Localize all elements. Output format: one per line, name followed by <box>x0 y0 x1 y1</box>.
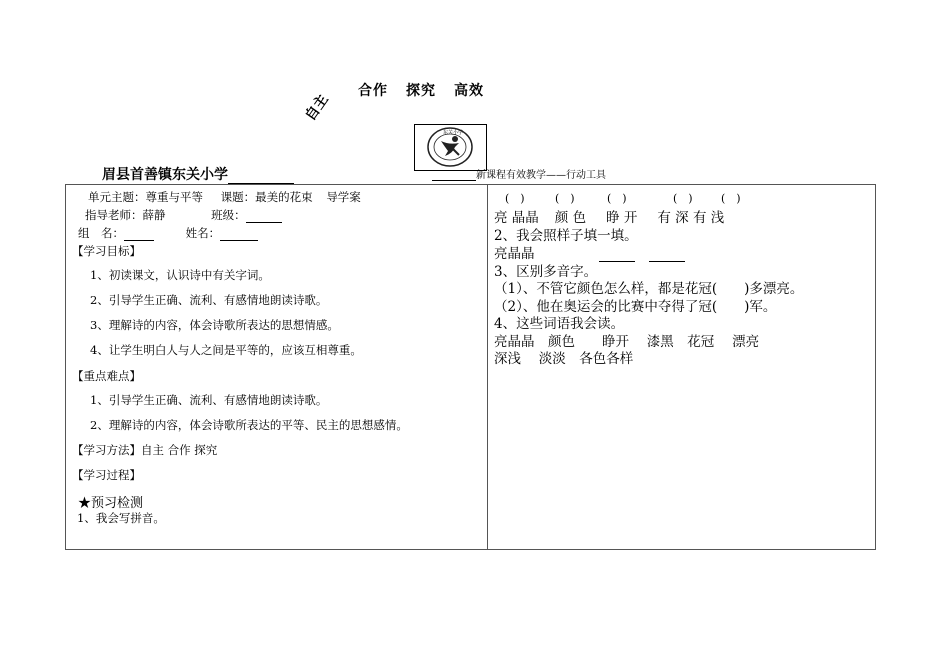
words-row-1 <box>494 206 724 226</box>
pinyin-blank[interactable]: ( ) <box>505 192 525 205</box>
word: 颜 色 <box>554 210 587 226</box>
key-item: 2、理解诗的内容，体会诗歌所表达的平等、民主的思想感情。 <box>90 418 408 432</box>
example-word: 亮晶晶 <box>494 246 535 262</box>
subtitle-underline <box>432 170 476 181</box>
class-label: 班级： <box>211 208 246 222</box>
question-3: 3、区别多音字。 <box>494 264 598 280</box>
fill-blank-2[interactable] <box>649 250 685 262</box>
process-title: 【学习过程】 <box>72 468 141 482</box>
rotated-label: 自主 <box>302 91 332 124</box>
pinyin-question: 1、我会写拼音。 <box>77 511 165 525</box>
subtitle <box>432 166 606 181</box>
class-blank[interactable] <box>246 211 282 223</box>
teacher-line <box>85 207 282 223</box>
example-line <box>494 242 685 262</box>
word: 有 深 有 浅 <box>657 210 725 226</box>
name-blank[interactable] <box>220 229 258 241</box>
group-blank[interactable] <box>124 229 154 241</box>
method-line: 【学习方法】自主 合作 探究 <box>72 443 218 457</box>
word: 睁 开 <box>606 210 638 226</box>
school-underline <box>228 171 294 184</box>
question-2: 2、我会照样子填一填。 <box>494 228 638 244</box>
goal-item: 2、引导学生正确、流利、有感情地朗读诗歌。 <box>90 293 328 307</box>
pinyin-blank[interactable]: ( ) <box>721 192 741 205</box>
title-part-explore: 探究 <box>406 83 436 99</box>
pinyin-blank[interactable]: ( ) <box>555 192 575 205</box>
group-label: 组 名： <box>78 226 124 240</box>
question-4: 4、这些词语我会读。 <box>494 316 625 332</box>
header-title <box>358 80 502 100</box>
column-divider <box>487 184 488 549</box>
pinyin-blank[interactable]: ( ) <box>673 192 693 205</box>
unit-line <box>88 189 361 205</box>
school-name <box>102 164 294 184</box>
question-3-2: （2）、他在奥运会的比赛中夺得了冠( )军。 <box>494 299 777 315</box>
school-name-text: 眉县首善镇东关小学 <box>102 167 228 183</box>
group-line <box>78 225 258 241</box>
goal-item: 4、让学生明白人与人之间是平等的，应该互相尊重。 <box>90 343 362 357</box>
lesson-title: 课题：最美的花束 <box>220 190 313 204</box>
preview-title: ★预习检测 <box>78 496 144 511</box>
title-part-efficient: 高效 <box>454 83 484 99</box>
goal-item: 3、理解诗的内容，体会诗歌所表达的思想情感。 <box>90 318 339 332</box>
goals-title: 【学习目标】 <box>72 244 141 258</box>
school-logo <box>414 124 487 171</box>
unit-theme: 单元主题：尊重与平等 <box>88 190 203 204</box>
goal-item: 1、初读课文，认识诗中有关字词。 <box>90 268 270 282</box>
teacher: 指导老师：薛静 <box>85 208 166 222</box>
question-3-1: （1）、不管它颜色怎么样，都是花冠( )多漂亮。 <box>494 281 804 297</box>
word: 亮 晶晶 <box>494 210 539 226</box>
pinyin-blanks <box>505 190 741 206</box>
words-row-2: 亮晶晶 颜色 睁开 漆黑 花冠 漂亮 <box>494 334 760 350</box>
words-row-3: 深浅 淡淡 各色各样 <box>494 351 634 367</box>
name-label: 姓名： <box>185 226 221 240</box>
doc-type: 导学案 <box>326 190 361 204</box>
pinyin-blank[interactable]: ( ) <box>607 192 627 205</box>
key-item: 1、引导学生正确、流利、有感情地朗读诗歌。 <box>90 393 328 407</box>
logo-text: 东关小学 <box>443 130 464 136</box>
subtitle-text: 新课程有效教学——行动工具 <box>476 170 606 181</box>
fill-blank-1[interactable] <box>599 250 635 262</box>
title-part-cooperate: 合作 <box>358 83 388 99</box>
key-title: 【重点难点】 <box>72 369 141 383</box>
